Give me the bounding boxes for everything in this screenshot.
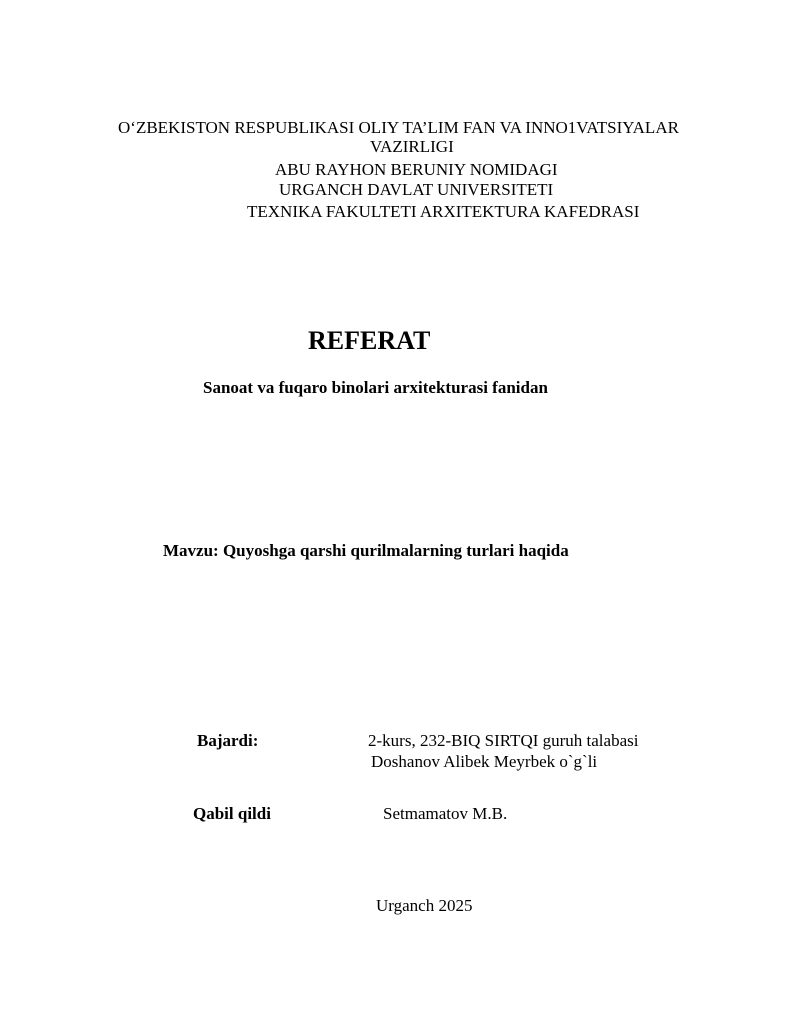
performed-by-label: Bajardi: bbox=[197, 731, 259, 750]
accepted-by-name: Setmamatov M.B. bbox=[383, 804, 508, 823]
topic-line: Mavzu: Quyoshga qarshi qurilmalarning turlari haqida bbox=[163, 541, 569, 560]
accepted-by-label: Qabil qildi bbox=[193, 804, 271, 823]
performed-by-name: Doshanov Alibek Meyrbek o`g`li bbox=[371, 752, 598, 771]
ministry-line-1: O‘ZBEKISTON RESPUBLIKASI OLIY TA’LIM FAN VA INNO1VATSIYALAR bbox=[118, 118, 679, 137]
university-line-1: ABU RAYHON BERUNIY NOMIDAGI bbox=[275, 160, 558, 179]
city-year: Urganch 2025 bbox=[376, 896, 473, 915]
department-line: TEXNIKA FAKULTETI ARXITEKTURA KAFEDRASI bbox=[247, 202, 640, 221]
university-line-2: URGANCH DAVLAT UNIVERSITETI bbox=[279, 180, 554, 199]
performed-by-course: 2-kurs, 232-BIQ SIRTQI guruh talabasi bbox=[368, 731, 639, 750]
document-title: REFERAT bbox=[308, 326, 431, 355]
subject-line: Sanoat va fuqaro binolari arxitekturasi fanidan bbox=[203, 378, 548, 397]
ministry-line-2: VAZIRLIGI bbox=[370, 137, 454, 156]
